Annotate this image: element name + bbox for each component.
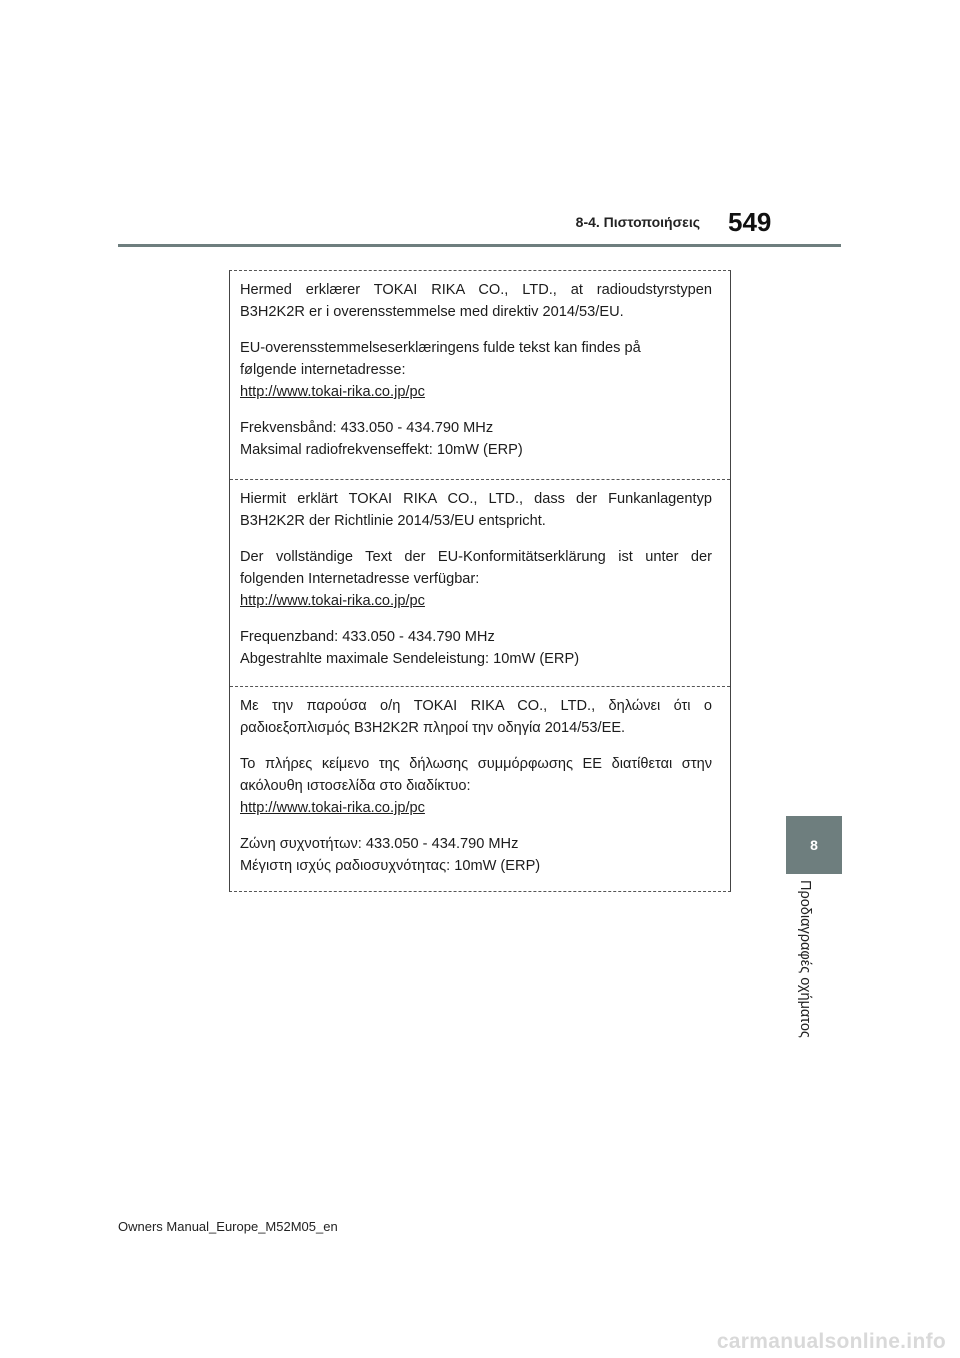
body-paragraph xyxy=(240,753,712,819)
text-line: Hiermit erklärt TOKAI RIKA CO., LTD., dass der Funkanlagentyp xyxy=(240,491,712,507)
declaration-greek xyxy=(230,686,730,900)
text-line: Der vollständige Text der EU-Konformitätserklärung ist unter der xyxy=(240,549,712,565)
frequency-band: Ζώνη συχνοτήτων: 433.050 - 434.790 MHz xyxy=(240,836,519,852)
watermark: carmanualsonline.info xyxy=(716,1330,946,1353)
specs-paragraph xyxy=(240,626,712,670)
text-line: folgenden Internetadresse verfügbar: xyxy=(240,571,480,587)
declaration-danish xyxy=(230,271,730,487)
max-power: Maksimal radiofrekvenseffekt: 10mW (ERP) xyxy=(240,442,523,458)
page-number: 549 xyxy=(728,207,772,237)
specs-paragraph xyxy=(240,417,712,461)
body-paragraph xyxy=(240,337,712,403)
text-line: Hermed erklærer TOKAI RIKA CO., LTD., at radioudstyrstypen xyxy=(240,282,712,298)
chapter-tab[interactable]: 8 xyxy=(786,816,842,874)
declaration-link[interactable]: http://www.tokai-rika.co.jp/pc xyxy=(240,384,425,400)
section-title: 8-4. Πιστοποιήσεις xyxy=(575,214,700,230)
chapter-title: Προδιαγραφές οχήματος xyxy=(797,880,813,1038)
text-line: følgende internetadresse: xyxy=(240,362,406,378)
header-rule xyxy=(118,244,841,247)
text-line: B3H2K2R er i overensstemmelse med direktiv 2014/53/EU. xyxy=(240,304,624,320)
max-power: Μέγιστη ισχύς ραδιοσυχνότητας: 10mW (ERP) xyxy=(240,858,541,874)
frequency-band: Frekvensbånd: 433.050 - 434.790 MHz xyxy=(240,420,494,436)
text-line: ακόλουθη ιστοσελίδα στο διαδίκτυο: xyxy=(240,778,471,794)
footer-text: Owners Manual_Europe_M52M05_en xyxy=(118,1219,338,1234)
specs-paragraph xyxy=(240,833,712,877)
declaration-german xyxy=(230,479,730,695)
declaration-box xyxy=(229,270,731,892)
declaration-link[interactable]: http://www.tokai-rika.co.jp/pc xyxy=(240,800,425,816)
intro-paragraph xyxy=(240,279,712,323)
text-line: Το πλήρες κείμενο της δήλωσης συμμόρφωσης ΕΕ διατίθεται στην xyxy=(240,756,712,772)
declaration-link[interactable]: http://www.tokai-rika.co.jp/pc xyxy=(240,593,425,609)
frequency-band: Frequenzband: 433.050 - 434.790 MHz xyxy=(240,629,495,645)
intro-paragraph xyxy=(240,488,712,532)
intro-paragraph xyxy=(240,695,712,739)
body-paragraph xyxy=(240,546,712,612)
text-line: ραδιοεξοπλισμός B3H2K2R πληροί την οδηγία 2014/53/ΕΕ. xyxy=(240,720,626,736)
max-power: Abgestrahlte maximale Sendeleistung: 10mW (ERP) xyxy=(240,651,580,667)
text-line: B3H2K2R der Richtlinie 2014/53/EU entspricht. xyxy=(240,513,546,529)
text-line: Με την παρούσα ο/η TOKAI RIKA CO., LTD., δηλώνει ότι ο xyxy=(240,698,712,714)
text-line: EU-overensstemmelseserklæringens fulde tekst kan findes på xyxy=(240,340,641,356)
